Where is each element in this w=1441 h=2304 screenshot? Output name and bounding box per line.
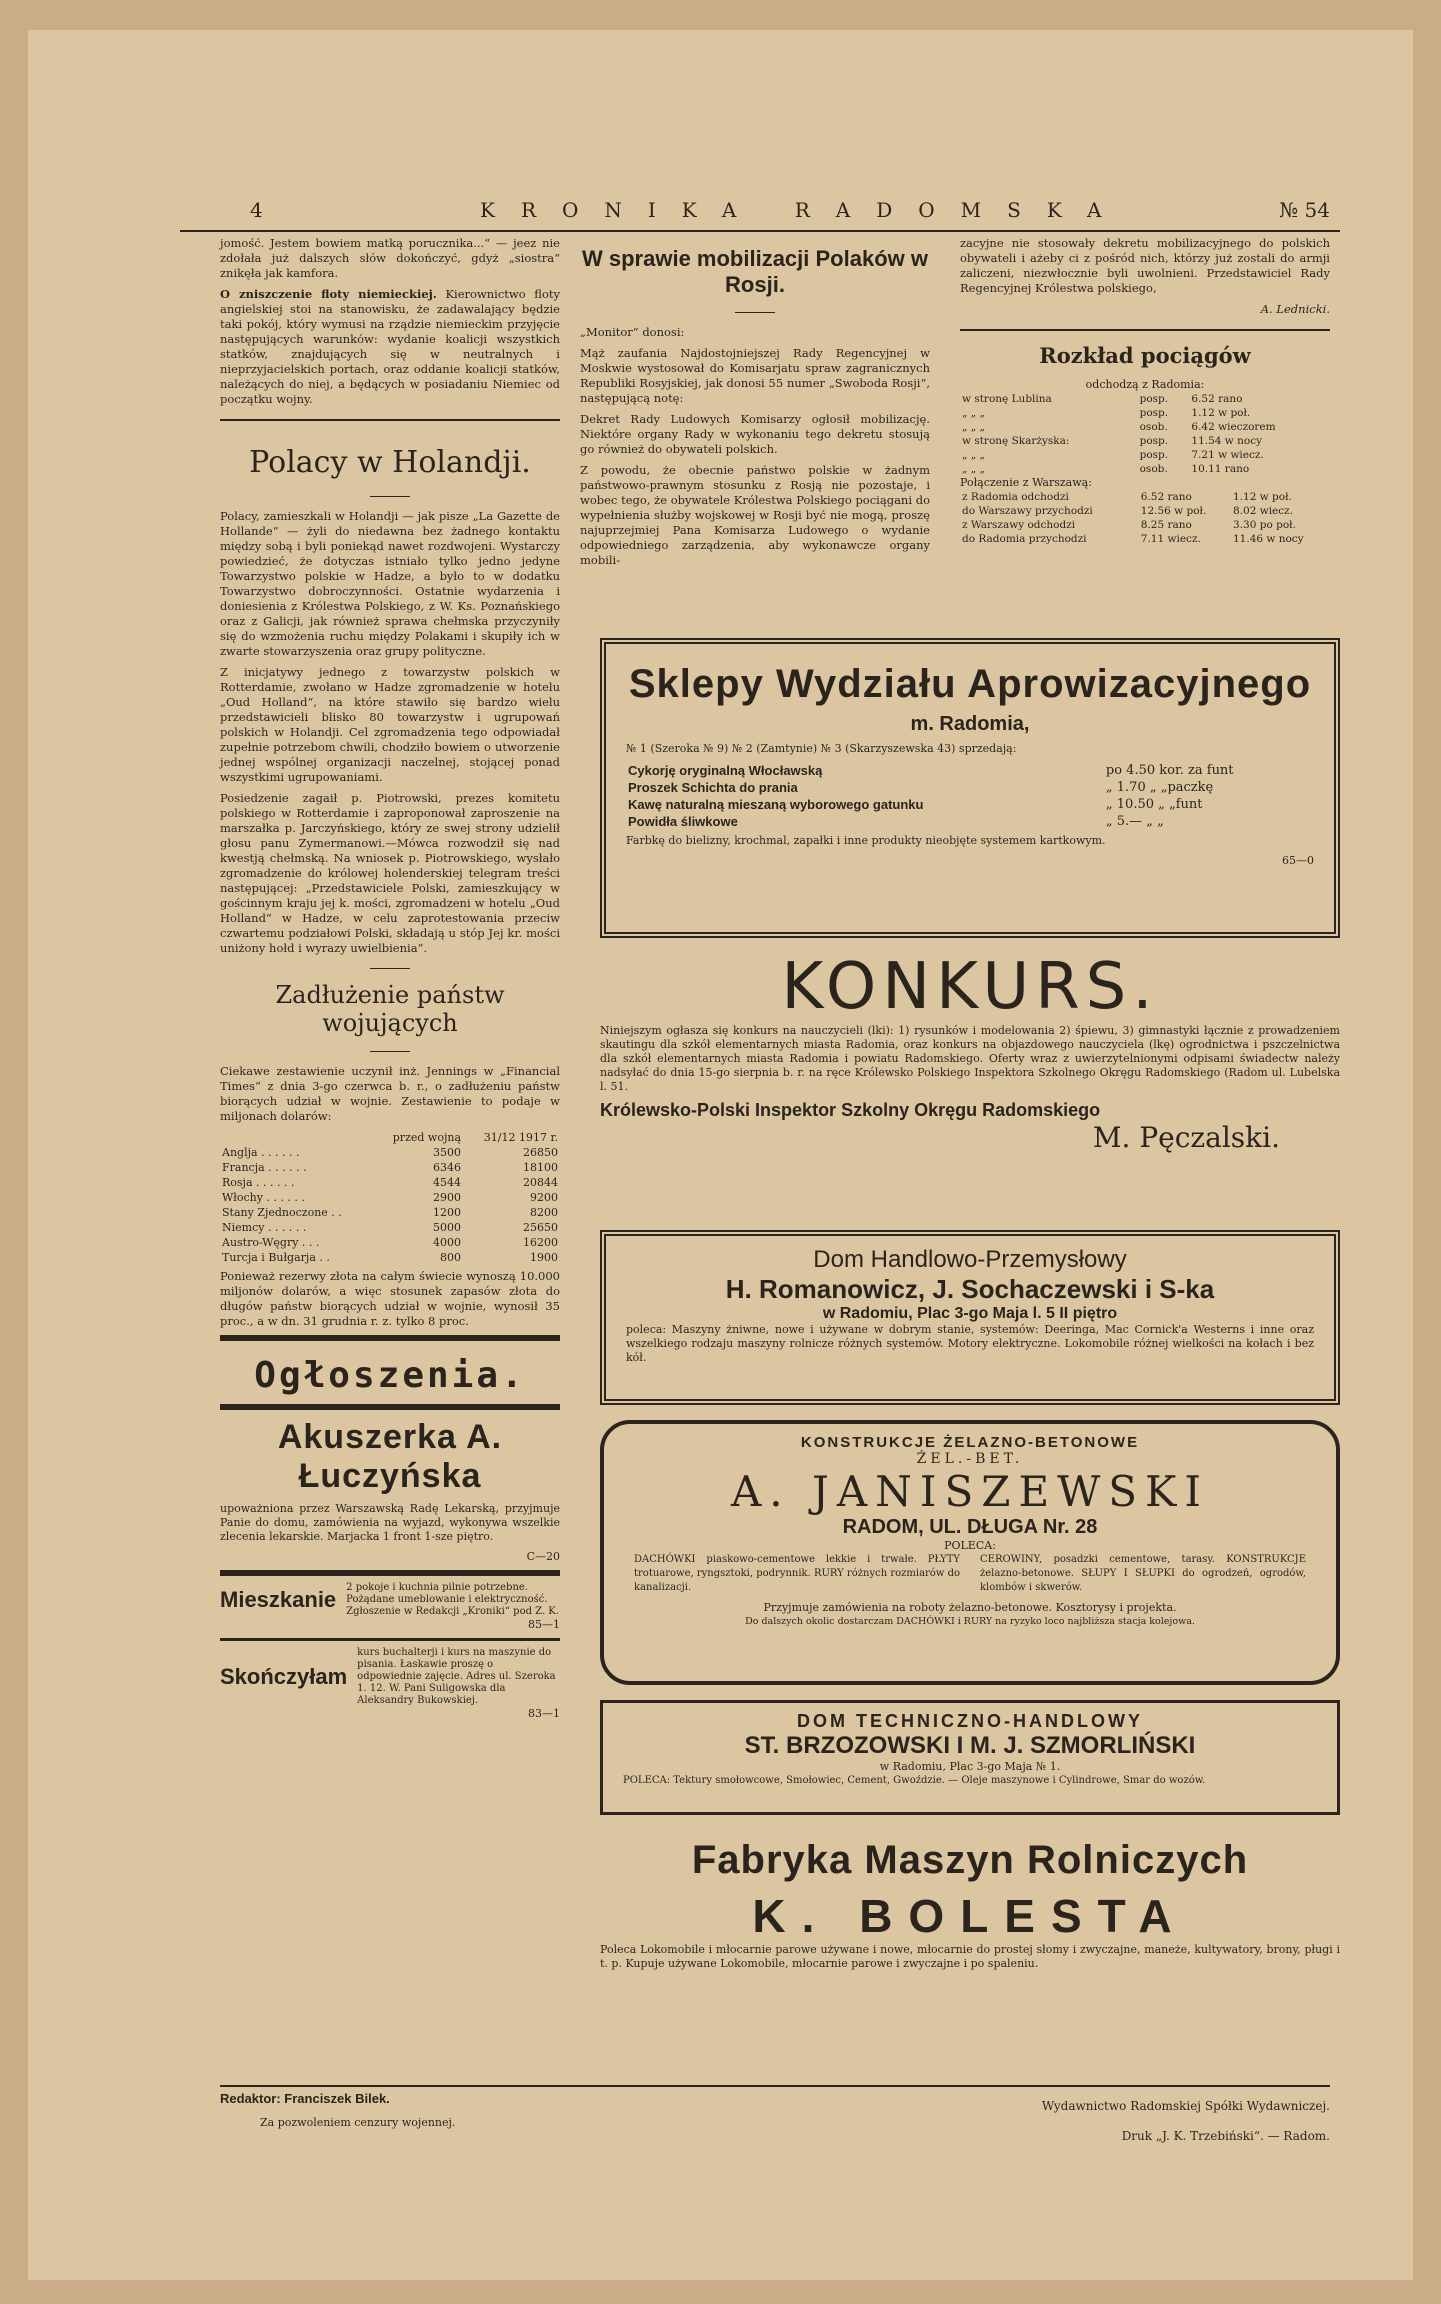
column-header: przed wojną — [392, 1131, 461, 1144]
divider — [370, 968, 410, 969]
trains-table — [960, 392, 1330, 476]
value-cell: 25650 — [523, 1221, 558, 1234]
direction-cell: „ „ „ — [962, 463, 985, 475]
table-row — [960, 518, 1330, 532]
fleet-text: Kierownictwo floty angielskiej stoi na stanowisku, że zadawalający będzie taki pokój, który wymusi na rządzie niemieckim przyjęcie następujących warunków: wydanie koalicji wszystkich statków, znajdujących się w neutralnych i nieprzyjacielskich portach, oraz oddanie koalicji statków, należących do niej, a będących w posiadaniu Niemiec od początku wojny. — [220, 287, 561, 406]
value-cell: 4000 — [433, 1236, 461, 1249]
jan-address: RADOM, UL. DŁUGA Nr. 28 — [842, 1516, 1098, 1538]
table-row — [960, 392, 1330, 406]
holland-paragraph: Posiedzenie zagaił p. Piotrowski, prezes komitetu polskiego w Rotterdamie i zaproponował zaproszenie na marszałka p. Jarczyńskiego, który ze swej strony udzielił głosu panu Zymermanowi.—Mówca rozwodził się nad kwestją chełmską. Na wniosek p. Piotrowskiego, wysłało zgromadzenie do królowej holenderskiej telegram treści następującej: „Przedstawiciele Polski, zamieszkujący w gościnnym kraju jej k. mości, zgromadzeni w hotelu „Oud Holland“ w Hadze, w celu zaprotestowania przeciw czwartemu podziałowi Polski, składają u stóp Jej kr. mości uniżony hołd i wyrazy uwielbienia“. — [220, 791, 560, 955]
type-cell: posp. — [1139, 449, 1169, 461]
column-left — [220, 236, 560, 1727]
table-row — [220, 1205, 560, 1220]
sklepy-more: Farbkę do bielizny, krochmal, zapałki i inne produkty nieobjęte systemem kartkowym. — [626, 834, 1106, 847]
divider — [220, 419, 560, 421]
mobilization-paragraph: Mąż zaufania Najdostojniejszej Rady Regencyjnej w Moskwie wystosował do Komisarjatu spraw zagranicznych Republiki Rosyjskiej, jak donosi 55 numer „Swoboda Rosji“, następującą notę: — [580, 346, 930, 405]
ad-code: 65—0 — [1282, 854, 1314, 867]
product-cell: Cykorję oryginalną Włocławską — [628, 763, 823, 778]
konkurs-name: M. Pęczalski. — [1092, 1121, 1280, 1154]
table-row — [220, 1220, 560, 1235]
direction-cell: w stronę Lublina — [962, 393, 1052, 405]
time-cell: 8.25 rano — [1140, 519, 1192, 531]
country-cell: Anglja . . . . . . — [222, 1146, 300, 1159]
table-row — [960, 504, 1330, 518]
divider-thick — [220, 1638, 560, 1641]
debt-table — [220, 1130, 560, 1265]
jan-top: KONSTRUKCJE ŻELAZNO-BETONOWE — [800, 1434, 1140, 1451]
jan-sub: ŻEL.-BET. — [916, 1451, 1024, 1467]
divider — [735, 312, 775, 313]
product-cell: Proszek Schichta do prania — [628, 780, 798, 795]
table-row — [626, 813, 1314, 830]
value-cell: 3500 — [433, 1146, 461, 1159]
mobilization-paragraph: Dekret Rady Ludowych Komisarzy ogłosił mobilizację. Niektóre organy Rady w wykonaniu tego dekretu stosują go również do obywateli polskich. — [580, 412, 930, 456]
time-cell: 7.11 wiecz. — [1140, 533, 1201, 545]
price-cell: „ 10.50 „ „funt — [1105, 797, 1203, 812]
holland-paragraph: Polacy, zamieszkali w Holandji — jak pisze „La Gazette de Hollande“ — żyli do niedawna bez żadnego kontaktu między sobą i byli poniekąd nawet rozdwojeni. Wystarczy powiedzieć, że dotyczas istniało tylko jedno jedyne Towarzystwo polskie w Hadze, a było to w dodatku Towarzystwo dobroczynności. Ostatnie wydarzenia i doniesienia z Królestwa Polskiego, z W. Ks. Poznańskiego oraz z Galicji, jak również sprawa chełmska przyczyniły się do wzmożenia ruchu między Polakami i skupiły ich w zwarte stowarzyszenia oraz grupy polityczne. — [220, 509, 560, 658]
table-row — [220, 1175, 560, 1190]
dom-names: H. Romanowicz, J. Sochaczewski i S-ka — [725, 1274, 1215, 1304]
table-row — [220, 1235, 560, 1250]
mobilization-paragraph: „Monitor“ donosi: — [580, 325, 685, 339]
time-cell: 8.02 wiecz. — [1233, 505, 1294, 517]
time-cell: 12.56 w poł. — [1140, 505, 1207, 517]
konkurs-title: KONKURS. — [781, 950, 1159, 1024]
value-cell: 1200 — [433, 1206, 461, 1219]
tech-address: w Radomiu, Plac 3-go Maja № 1. — [879, 1760, 1061, 1773]
footer — [220, 2085, 1330, 2143]
value-cell: 16200 — [523, 1236, 558, 1249]
page-content — [180, 180, 1340, 2190]
table-row — [626, 779, 1314, 796]
direction-cell: w stronę Skarżyska: — [962, 435, 1070, 447]
jan-poleca: POLECA: — [944, 1539, 996, 1552]
warsaw-title: Połączenie z Warszawą: — [960, 476, 1092, 489]
tech-names: ST. BRZOZOWSKI I M. J. SZMORLIŃSKI — [744, 1732, 1196, 1759]
value-cell: 2900 — [433, 1191, 461, 1204]
trains-title: Rozkład pociągów — [1039, 343, 1251, 368]
table-row — [960, 490, 1330, 504]
sklepy-items — [626, 762, 1314, 830]
table-row — [960, 448, 1330, 462]
time-cell: 1.12 w poł. — [1191, 407, 1251, 419]
product-cell: Kawę naturalną mieszaną wyborowego gatunku — [628, 797, 924, 812]
divider-thick — [220, 1404, 560, 1410]
jan-left: DACHÓWKI piaskowo-cementowe lekkie i trwałe. PŁYTY trotuarowe, ryngsztoki, podrynnik. RURY różnych rozmiarów do kanalizacji. — [634, 1554, 960, 1593]
country-cell: Austro-Węgry . . . — [222, 1236, 320, 1249]
time-cell: 11.54 w nocy — [1191, 435, 1263, 447]
time-cell: 6.52 rano — [1140, 491, 1192, 503]
issue-number: № 54 — [1279, 198, 1330, 222]
table-row — [220, 1250, 560, 1265]
page-number: 4 — [250, 198, 263, 222]
table-header-row — [220, 1130, 560, 1145]
mobilization-paragraph: Z powodu, że obecnie państwo polskie w żadnym państwowo-prawnym stosunku z Rosją nie pozostaje, i wobec tego, że obywatele Królestwa Polskiego pociągani do wypełnienia służby wojskowej w Rosji być nie mogą, proszę najuprzejmiej Pana Komisarza Ludowego o wydanie odpowiedniego zarządzenia, aby wykonawcze organy mobili- — [580, 463, 930, 567]
mieszkanie-text: 2 pokoje i kuchnia pilnie potrzebne. Pożądane umeblowanie i elektryczność. Zgłoszenie w Redakcji „Kroniki“ pod Z. K. — [346, 1582, 559, 1617]
time-cell: 10.11 rano — [1191, 463, 1250, 475]
price-cell: „ 5.— „ „ — [1105, 814, 1164, 829]
intro-text: jomość. Jestem bowiem matką porucznika...“ — jeez nie zdołała już dalszych słów dokończyć, gdyż „siostra“ znikęła jak kamfora. — [220, 236, 560, 280]
jan-right: CEROWINY, posadzki cementowe, tarasy. KONSTRUKCJE żelazno-betonowe. SŁUPY I SŁUPKI do ogrodzeń, ogrodów, klombów i skwerów. — [980, 1554, 1306, 1593]
time-cell: 7.21 w wiecz. — [1191, 449, 1264, 461]
jan-bottom: Do dalszych okolic dostarczam DACHÓWKI i RURY na ryzyko loco najbliższa stacja kolejowa. — [745, 1616, 1195, 1627]
jan-bottom: Przyjmuje zamówienia na roboty żelazno-betonowe. Kosztorysy i projekta. — [763, 1601, 1177, 1614]
table-row — [220, 1145, 560, 1160]
tech-top: DOM TECHNICZNO-HANDLOWY — [797, 1711, 1143, 1731]
debt-title: Zadłużenie państw wojujących — [275, 981, 505, 1037]
dom-text: poleca: Maszyny żniwne, nowe i używane w dobrym stanie, systemów: Deeringa, Mac Cornick'a Westerns i inne oraz wszelkiego rodzaju maszyny rolnicze różnych systemów. Motory elektryczne. Lokomobile różnej wielkości na kołach i bez kół. — [626, 1323, 1314, 1364]
table-row — [960, 462, 1330, 476]
value-cell: 5000 — [433, 1221, 461, 1234]
value-cell: 6346 — [433, 1161, 461, 1174]
ad-code: 83—1 — [528, 1707, 560, 1720]
mobilization-title: W sprawie mobilizacji Polaków w Rosji. — [582, 246, 928, 297]
fab-name: K. BOLESTA — [752, 1890, 1188, 1942]
table-row — [960, 406, 1330, 420]
sklepy-city: m. Radomia, — [910, 713, 1030, 735]
brzozowski-ad — [600, 1700, 1340, 1815]
mieszkanie-ad — [220, 1582, 560, 1618]
akuszerka-title: Akuszerka A. Łuczyńska — [277, 1418, 503, 1495]
time-cell: 6.42 wieczorem — [1191, 421, 1276, 433]
signature: A. Lednicki. — [1260, 302, 1330, 316]
direction-cell: „ „ „ — [962, 407, 985, 419]
value-cell: 1900 — [530, 1251, 558, 1264]
column-middle — [580, 236, 930, 574]
product-cell: Powidła śliwkowe — [628, 814, 738, 829]
bolesta-ad — [600, 1830, 1340, 2040]
time-cell: 3.30 po poł. — [1233, 519, 1296, 531]
editor: Redaktor: Franciszek Bilek. — [220, 2091, 390, 2106]
skonczylam-title: Skończyłam — [220, 1664, 348, 1689]
mobilization-continued: zacyjne nie stosowały dekretu mobilizacyjnego do polskich obywateli i ażeby ci z pośród nich, którzy już zostali do armji zaliczeni, niezwłocznie byli uwolnieni. Przedstawiciel Rady Regencyjnej Królestwa polskiego, — [960, 236, 1330, 295]
table-row — [626, 796, 1314, 813]
value-cell: 8200 — [530, 1206, 558, 1219]
fab-title: Fabryka Maszyn Rolniczych — [691, 1838, 1249, 1882]
route-cell: z Warszawy odchodzi — [962, 519, 1076, 531]
publisher: Wydawnictwo Radomskiej Spółki Wydawniczej. — [1041, 2099, 1330, 2113]
debt-intro: Ciekawe zestawienie uczynił inż. Jennings w „Financial Times“ z dnia 3-go czerwca b. r., o zadłużeniu państw biorących udział w wojnie. Zestawienie to podaje w miljonach dolarów: — [220, 1064, 560, 1123]
divider — [370, 1051, 410, 1052]
time-cell: 6.52 rano — [1191, 393, 1243, 405]
printer: Druk „J. K. Trzebiński“. — Radom. — [1121, 2129, 1330, 2143]
value-cell: 20844 — [523, 1176, 558, 1189]
ad-code: C—20 — [526, 1550, 560, 1563]
table-row — [220, 1190, 560, 1205]
route-cell: do Warszawy przychodzi — [962, 505, 1093, 517]
fleet-article — [220, 287, 560, 407]
direction-cell: „ „ „ — [962, 449, 985, 461]
type-cell: osob. — [1139, 421, 1168, 433]
skonczylam-ad — [220, 1647, 560, 1707]
masthead — [180, 190, 1340, 232]
table-row — [960, 420, 1330, 434]
table-row — [960, 434, 1330, 448]
sklepy-address: № 1 (Szeroka № 9) № 2 (Zamtynie) № 3 (Skarzyszewska 43) sprzedają: — [626, 742, 1017, 755]
direction-cell: „ „ „ — [962, 421, 985, 433]
holland-paragraph: Z inicjatywy jednego z towarzystw polskich w Rotterdamie, zwołano w Hadze zgromadzenie w hotelu „Oud Holland“, na które stawiło się bardzo wielu przedstawicieli blisko 80 towarzystw i ugrupowań polskich w Holandji. Cel zgromadzenia tego odpowiadał zupełnie potrzebom chwili, chodziło bowiem o utworzenie jednej wspólnej organizacji naczelnej, stojącej ponad wszystkimi ugrupowaniami. — [220, 665, 560, 784]
censor-note: Za pozwoleniem cenzury wojennej. — [260, 2116, 456, 2129]
column-header: 31/12 1917 r. — [483, 1131, 558, 1144]
price-cell: po 4.50 kor. za funt — [1105, 763, 1234, 778]
divider — [960, 329, 1330, 331]
trains-subtitle: odchodzą z Radomia: — [1085, 378, 1205, 391]
column-right — [960, 236, 1330, 546]
value-cell: 4544 — [433, 1176, 461, 1189]
divider — [370, 496, 410, 497]
fab-text: Poleca Lokomobile i młocarnie parowe używane i nowe, młocarnie do prostej słomy i zwyczajne, maneże, kultywatory, brony, pługi i t. p. Kupuje używane Lokomobile, młocarnie parowe i zwyczajne i po spaleniu. — [600, 1943, 1340, 1970]
warsaw-table — [960, 490, 1330, 546]
table-row — [220, 1160, 560, 1175]
fleet-heading: O zniszczenie floty niemieckiej. — [220, 287, 437, 301]
country-cell: Francja . . . . . . — [222, 1161, 307, 1174]
type-cell: osob. — [1139, 463, 1168, 475]
table-row — [960, 532, 1330, 546]
value-cell: 9200 — [530, 1191, 558, 1204]
newspaper-title: KRONIKA RADOMSKA — [480, 198, 1128, 222]
country-cell: Niemcy . . . . . . — [222, 1221, 307, 1234]
sklepy-ad — [600, 638, 1340, 938]
dom-address: w Radomiu, Plac 3-go Maja l. 5 II piętro — [822, 1305, 1118, 1322]
sklepy-title: Sklepy Wydziału Aprowizacyjnego — [628, 662, 1312, 706]
divider-thick — [220, 1335, 560, 1341]
country-cell: Stany Zjednoczone . . — [222, 1206, 342, 1219]
divider-thick — [220, 1570, 560, 1576]
dom-handlowy-ad — [600, 1230, 1340, 1405]
ads-heading: Ogłoszenia. — [254, 1355, 526, 1396]
country-cell: Turcja i Bułgarja . . — [222, 1251, 330, 1264]
skonczylam-text: kurs buchalterji i kurs na maszynie do pisania. Łaskawie proszę o odpowiednie zajęcie. Adres ul. Szeroka 1. 12. W. Pani Suligowska dla Aleksandry Bukowskiej. — [357, 1647, 556, 1706]
type-cell: posp. — [1139, 407, 1169, 419]
janiszewski-ad — [600, 1420, 1340, 1685]
type-cell: posp. — [1139, 393, 1169, 405]
price-cell: „ 1.70 „ „paczkę — [1105, 780, 1214, 795]
debt-outro: Ponieważ rezerwy złota na całym świecie wynoszą 10.000 miljonów dolarów, a więc stosunek zapasów złota do długów państw biorących udział w wojnie, wynosił 35 proc., a w dn. 31 grudnia r. z. tylko 8 proc. — [220, 1269, 560, 1328]
holland-title: Polacy w Holandji. — [249, 445, 531, 480]
time-cell: 1.12 w poł. — [1233, 491, 1292, 503]
ad-code: 85—1 — [528, 1618, 560, 1631]
type-cell: posp. — [1139, 435, 1169, 447]
value-cell: 800 — [440, 1251, 461, 1264]
jan-columns — [634, 1553, 1306, 1601]
jan-name: A. JANISZEWSKI — [730, 1467, 1210, 1516]
tech-poleca: POLECA: Tektury smołowcowe, Smołowiec, Cement, Gwoździe. — Oleje maszynowe i Cylindrowe, Smar do wozów. — [623, 1775, 1206, 1786]
route-cell: do Radomia przychodzi — [962, 533, 1087, 545]
dom-title: Dom Handlowo-Przemysłowy — [813, 1246, 1127, 1273]
konkurs-text: Niniejszym ogłasza się konkurs na nauczycieli (lki): 1) rysunków i modelowania 2) śpiewu, 3) gimnastyki łącznie z prowadzeniem skautingu dla szkół elementarnych miasta Radomia, oraz konkurs na objazdowego nauczyciela (lkę) ogrodnictwa i pszczelnictwa dla szkół elementarnych miasta Radomia i powiatu Radomskiego. Oferty wraz z uwierzytelnionymi odpisami świadectw należy nadsyłać do dnia 15-go sierpnia b. r. na ręce Królewsko Polskiego Inspektora Szkolnego Okręgu Radomskiego (Radom ul. Lubelska l. 51. — [600, 1024, 1340, 1093]
value-cell: 26850 — [523, 1146, 558, 1159]
akuszerka-text: upoważniona przez Warszawską Radę Lekarską, przyjmuje Panie do domu, zamówienia na wyjazd, wykonywa wszelkie zlecenia lekarskie. Marjacka 1 front 1-sze piętro. — [220, 1502, 560, 1543]
route-cell: z Radomia odchodzi — [962, 491, 1069, 503]
country-cell: Rosja . . . . . . — [222, 1176, 295, 1189]
table-row — [626, 762, 1314, 779]
value-cell: 18100 — [523, 1161, 558, 1174]
country-cell: Włochy . . . . . . — [222, 1191, 305, 1204]
time-cell: 11.46 w nocy — [1233, 533, 1304, 545]
mieszkanie-title: Mieszkanie — [220, 1587, 337, 1612]
konkurs-inspector: Królewsko-Polski Inspektor Szkolny Okręgu Radomskiego — [600, 1100, 1101, 1120]
